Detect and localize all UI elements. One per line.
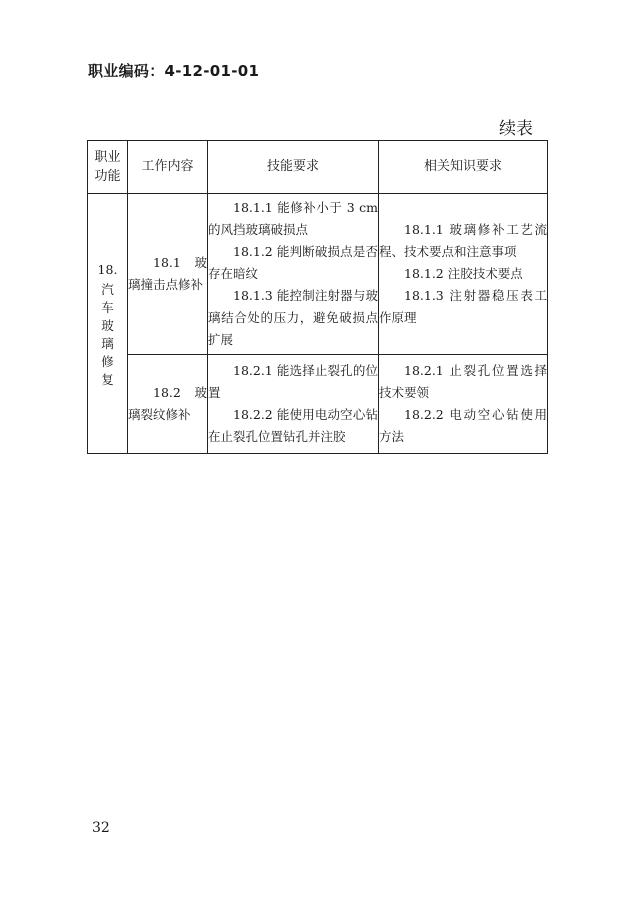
header-knowledge: 相关知识要求 bbox=[379, 141, 548, 194]
skill-item: 18.1.1 能修补小于 3 cm 的风挡玻璃破损点 bbox=[208, 200, 378, 237]
knowledge-item: 18.1.2 注胶技术要点 bbox=[404, 266, 523, 281]
skill-item: 18.2.1 能选择止裂孔的位置 bbox=[208, 363, 378, 400]
function-name: 汽车玻璃修复 bbox=[101, 281, 114, 387]
work-content: 18.2 玻璃裂纹修补 bbox=[128, 385, 207, 422]
skill-cell bbox=[208, 194, 379, 355]
work-cell bbox=[128, 355, 208, 454]
knowledge-cell bbox=[379, 194, 548, 355]
skill-item: 18.1.3 能控制注射器与玻璃结合处的压力，避免破损点扩展 bbox=[208, 288, 378, 347]
table-row bbox=[88, 194, 548, 355]
knowledge-item: 18.2.1 止裂孔位置选择技术要领 bbox=[379, 363, 547, 400]
knowledge-item: 18.1.1 玻璃修补工艺流程、技术要点和注意事项 bbox=[379, 222, 547, 259]
header-function-line2: 功能 bbox=[94, 169, 121, 184]
table-header-row bbox=[88, 141, 548, 194]
header-work: 工作内容 bbox=[128, 141, 208, 194]
header-function bbox=[88, 141, 128, 194]
skill-item: 18.1.2 能判断破损点是否存在暗纹 bbox=[208, 244, 378, 281]
knowledge-cell bbox=[379, 355, 548, 454]
function-number: 18. bbox=[97, 261, 118, 277]
occupation-code: 职业编码：4-12-01-01 bbox=[88, 62, 260, 80]
skill-cell bbox=[208, 355, 379, 454]
table-row bbox=[88, 355, 548, 454]
header-skill: 技能要求 bbox=[208, 141, 379, 194]
work-cell bbox=[128, 194, 208, 355]
function-cell bbox=[88, 194, 128, 454]
header-function-line1: 职业 bbox=[94, 150, 121, 165]
work-content: 18.1 玻璃撞击点修补 bbox=[128, 255, 207, 292]
continued-label: 续表 bbox=[499, 119, 533, 139]
knowledge-item: 18.2.2 电动空心钻使用方法 bbox=[379, 407, 547, 444]
page-number: 32 bbox=[92, 820, 110, 836]
skills-table bbox=[87, 140, 548, 454]
knowledge-item: 18.1.3 注射器稳压表工作原理 bbox=[379, 288, 547, 325]
skill-item: 18.2.2 能使用电动空心钻在止裂孔位置钻孔并注胶 bbox=[208, 407, 378, 444]
